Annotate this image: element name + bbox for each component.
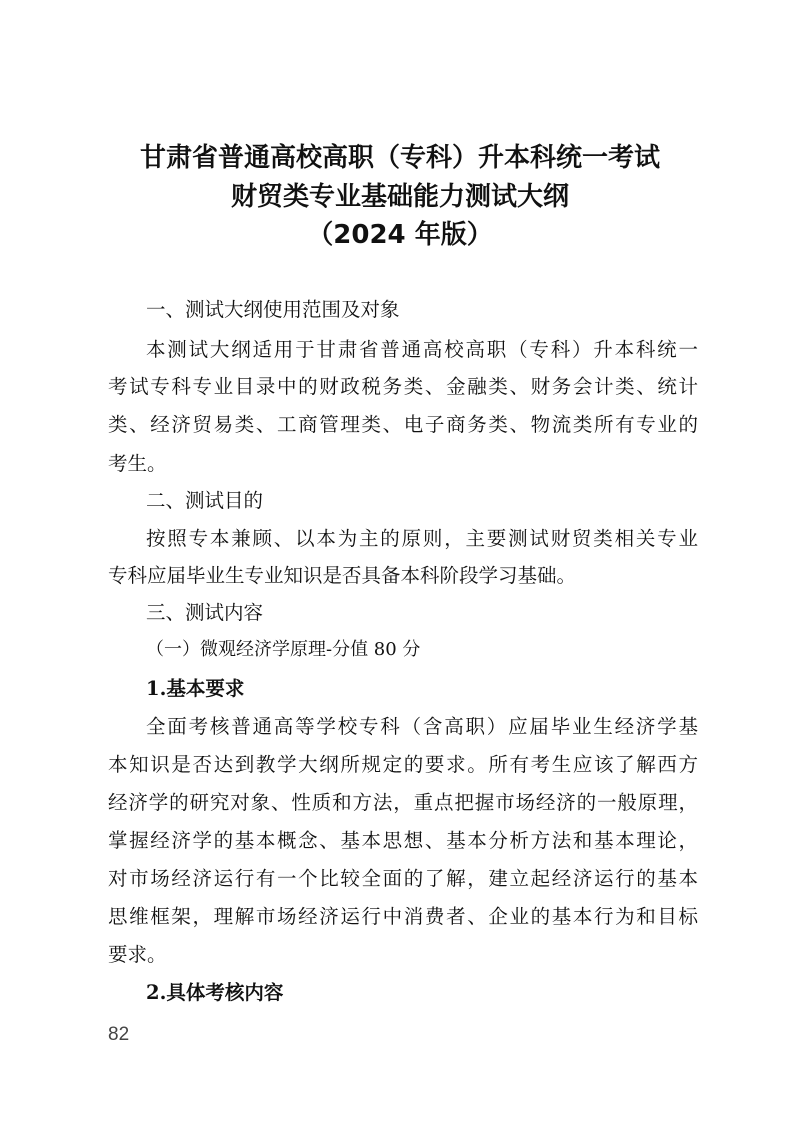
section-3-heading: 三、测试内容 <box>146 601 264 624</box>
paragraph-line: 思维框架，理解市场经济运行中消费者、企业的基本行为和目标 <box>108 905 698 928</box>
section-1-heading: 一、测试大纲使用范围及对象 <box>146 298 400 321</box>
page-number: 82 <box>108 1024 130 1045</box>
paragraph-line: 经济学的研究对象、性质和方法，重点把握市场经济的一般原理， <box>108 791 698 814</box>
paragraph-line: 按照专本兼顾、以本为主的原则，主要测试财贸类相关专业 <box>146 527 698 550</box>
paragraph-line: 掌握经济学的基本概念、基本思想、基本分析方法和基本理论， <box>108 829 698 852</box>
paragraph-line: 要求。 <box>108 943 167 966</box>
item-heading: 2.具体考核内容 <box>146 981 284 1004</box>
item-heading: 1.基本要求 <box>146 677 245 700</box>
subsection-heading: （一）微观经济学原理-分值 80 分 <box>146 639 421 660</box>
document-title-line-1: 甘肃省普通高校高职（专科）升本科统一考试 <box>139 143 660 173</box>
paragraph-line: 考生。 <box>108 452 167 475</box>
section-2-heading: 二、测试目的 <box>146 489 264 512</box>
document-title-line-2: 财贸类专业基础能力测试大纲 <box>230 182 569 212</box>
paragraph-line: 全面考核普通高等学校专科（含高职）应届毕业生经济学基 <box>146 715 698 738</box>
paragraph-line: 本知识是否达到教学大纲所规定的要求。所有考生应该了解西方 <box>108 753 698 776</box>
paragraph-line: 考试专科专业目录中的财政税务类、金融类、财务会计类、统计 <box>108 375 698 398</box>
paragraph-line: 类、经济贸易类、工商管理类、电子商务类、物流类所有专业的 <box>108 413 698 436</box>
paragraph-line: 专科应届毕业生专业知识是否具备本科阶段学习基础。 <box>108 564 577 587</box>
document-title-line-3: （2024 年版） <box>307 220 493 250</box>
paragraph-line: 本测试大纲适用于甘肃省普通高校高职（专科）升本科统一 <box>146 338 698 361</box>
paragraph-line: 对市场经济运行有一个比较全面的了解，建立起经济运行的基本 <box>108 867 698 890</box>
